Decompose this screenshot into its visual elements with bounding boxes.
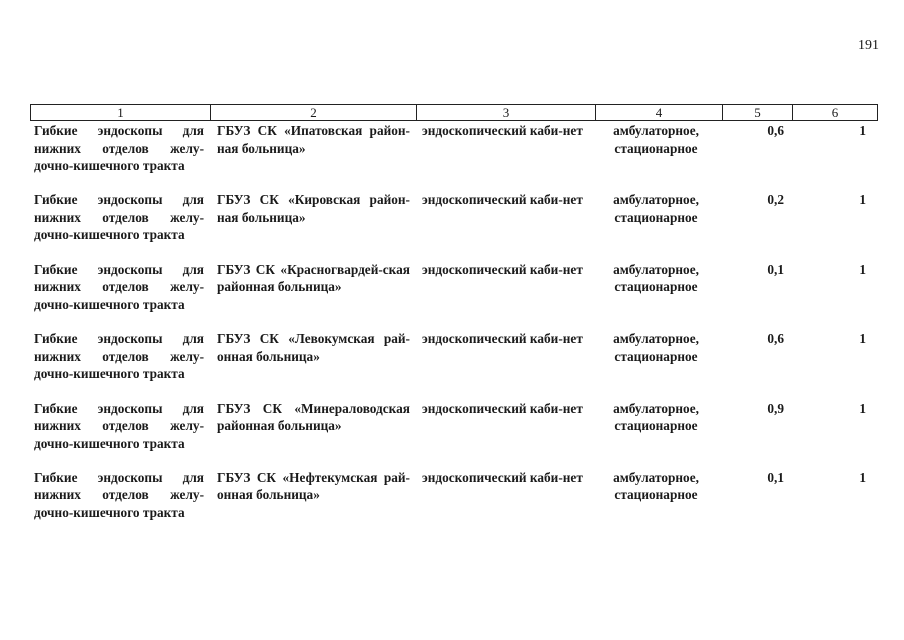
header-col-5: 5 (723, 105, 793, 121)
equipment-cell: Гибкие эндоскопы для нижних отделов желу-дочно-кишечного тракта (34, 400, 204, 451)
table-row (34, 191, 877, 260)
department-cell: эндоскопический каби-нет (422, 469, 583, 485)
care-type-cell: амбулаторное, стационарное (613, 123, 699, 156)
count-cell: 1 (859, 123, 866, 138)
header-col-3: 3 (417, 105, 596, 121)
count-cell: 1 (859, 331, 866, 347)
header-col-2: 2 (211, 105, 417, 121)
department-cell: эндоскопический каби-нет (422, 192, 583, 208)
institution-cell: ГБУЗ СК «Левокумская рай-онная больница» (217, 331, 410, 364)
table-row (34, 261, 877, 330)
equipment-cell: Гибкие эндоскопы для нижних отделов желу-дочно-кишечного тракта (34, 331, 204, 382)
department-cell: эндоскопический каби-нет (422, 331, 583, 347)
equipment-cell: Гибкие эндоскопы для нижних отделов желу-дочно-кишечного тракта (34, 123, 204, 173)
department-cell: эндоскопический каби-нет (422, 261, 583, 277)
care-type-cell: амбулаторное, стационарное (613, 400, 699, 434)
care-type-cell: амбулаторное, стационарное (613, 261, 699, 295)
department-cell: эндоскопический каби-нет (422, 400, 583, 416)
header-row (31, 105, 878, 121)
count-cell: 1 (859, 261, 866, 277)
load-cell: 0,2 (767, 192, 784, 208)
care-type-cell: амбулаторное, стационарное (613, 331, 699, 364)
institution-cell: ГБУЗ СК «Ипатовская район-ная больница» (217, 123, 410, 156)
header-col-4: 4 (596, 105, 723, 121)
care-type-cell: амбулаторное, стационарное (613, 192, 699, 225)
table-row (34, 330, 877, 399)
load-cell: 0,1 (767, 261, 784, 277)
load-cell: 0,6 (767, 331, 784, 347)
care-type-cell: амбулаторное, стационарное (613, 469, 699, 503)
load-cell: 0,6 (767, 123, 784, 138)
department-cell: эндоскопический каби-нет (422, 123, 583, 138)
count-cell: 1 (859, 400, 866, 416)
institution-cell: ГБУЗ СК «Нефтекумская рай-онная больница» (217, 469, 410, 503)
table-row (34, 469, 877, 538)
header-col-6: 6 (793, 105, 878, 121)
table-row (34, 400, 877, 469)
page-number: 191 (858, 38, 879, 53)
count-cell: 1 (859, 192, 866, 208)
column-number-header (30, 104, 878, 121)
load-cell: 0,1 (767, 469, 784, 485)
equipment-cell: Гибкие эндоскопы для нижних отделов желу-дочно-кишечного тракта (34, 261, 204, 312)
equipment-cell: Гибкие эндоскопы для нижних отделов желу-дочно-кишечного тракта (34, 192, 204, 243)
count-cell: 1 (859, 469, 866, 485)
table-body (34, 122, 877, 538)
header-col-1: 1 (31, 105, 211, 121)
institution-cell: ГБУЗ СК «Минераловодская районная больница» (217, 400, 410, 434)
institution-cell: ГБУЗ СК «Красногвардей-ская районная больница» (217, 261, 410, 295)
load-cell: 0,9 (767, 400, 784, 416)
table-row (34, 122, 877, 191)
equipment-cell: Гибкие эндоскопы для нижних отделов желу-дочно-кишечного тракта (34, 469, 204, 520)
institution-cell: ГБУЗ СК «Кировская район-ная больница» (217, 192, 410, 225)
